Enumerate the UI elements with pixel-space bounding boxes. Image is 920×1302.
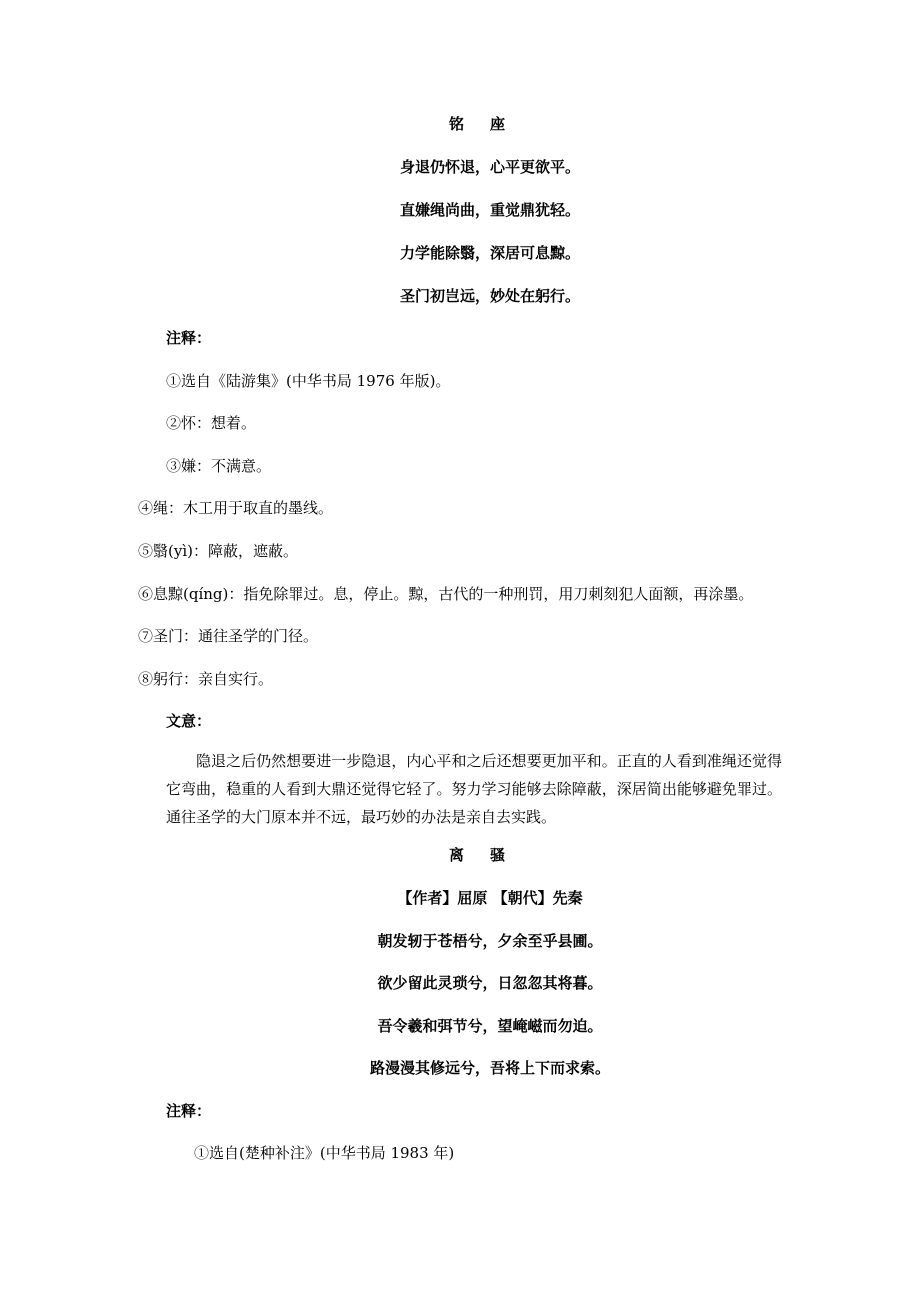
poem2-note-1: ①选自(楚种补注》(中华书局 1983 年) — [194, 1144, 455, 1162]
poem1-line-1: 身退仍怀退，心平更欲平。 — [399, 158, 580, 176]
poem2-line-4: 路漫漫其修远兮，吾将上下而求索。 — [369, 1059, 610, 1077]
poem1-note-1: ①选自《陆游集》(中华书局 1976 年版)。 — [166, 372, 451, 390]
poem2-title: 离骚 — [448, 846, 531, 864]
poem2-notes-heading: 注释： — [166, 1102, 212, 1120]
poem1-line-3: 力学能除翳，深居可息黥。 — [399, 244, 580, 262]
poem1-note-4: ④绳：木工用于取直的墨线。 — [138, 499, 334, 517]
poem2-line-3: 吾令羲和弭节兮，望崦嵫而勿迫。 — [377, 1017, 603, 1035]
poem2-line-2: 欲少留此灵琐兮，日忽忽其将暮。 — [377, 974, 603, 992]
poem1-note-2: ②怀：想着。 — [166, 414, 257, 432]
poem1-notes-heading: 注释： — [166, 329, 212, 347]
poem1-note-7: ⑦圣门：通往圣学的门径。 — [138, 627, 319, 645]
poem1-note-6: ⑥息黥(qíng)：指免除罪过。息，停止。黥，古代的一种刑罚，用刀刺刻犯人面额，再涂墨。 — [138, 585, 754, 603]
poem1-meaning-text: 隐退之后仍然想要进一步隐退，内心平和之后还想要更加平和。正直的人看到准绳还觉得它弯曲，稳重的人看到大鼎还觉得它轻了。努力学习能够去除障蔽，深居简出能够避免罪过。通往圣学的大门原本并不远，最巧妙的办法是亲自去实践。 — [166, 752, 782, 826]
poem1-note-5: ⑤翳(yì)：障蔽，遮蔽。 — [138, 542, 298, 560]
poem1-meaning-heading: 文意： — [166, 712, 212, 730]
poem1-line-4: 圣门初岂远，妙处在躬行。 — [399, 287, 580, 305]
poem1-note-3: ③嫌：不满意。 — [166, 457, 272, 475]
poem1-title: 铭座 — [448, 115, 531, 133]
poem1-line-2: 直嫌绳尚曲，重觉鼎犹轻。 — [399, 201, 580, 219]
poem1-note-8: ⑧躬行：亲自实行。 — [138, 670, 274, 688]
poem2-line-1: 朝发轫于苍梧兮，夕余至乎县圃。 — [377, 932, 603, 950]
poem2-byline: 【作者】屈原 【朝代】先秦 — [397, 889, 583, 907]
